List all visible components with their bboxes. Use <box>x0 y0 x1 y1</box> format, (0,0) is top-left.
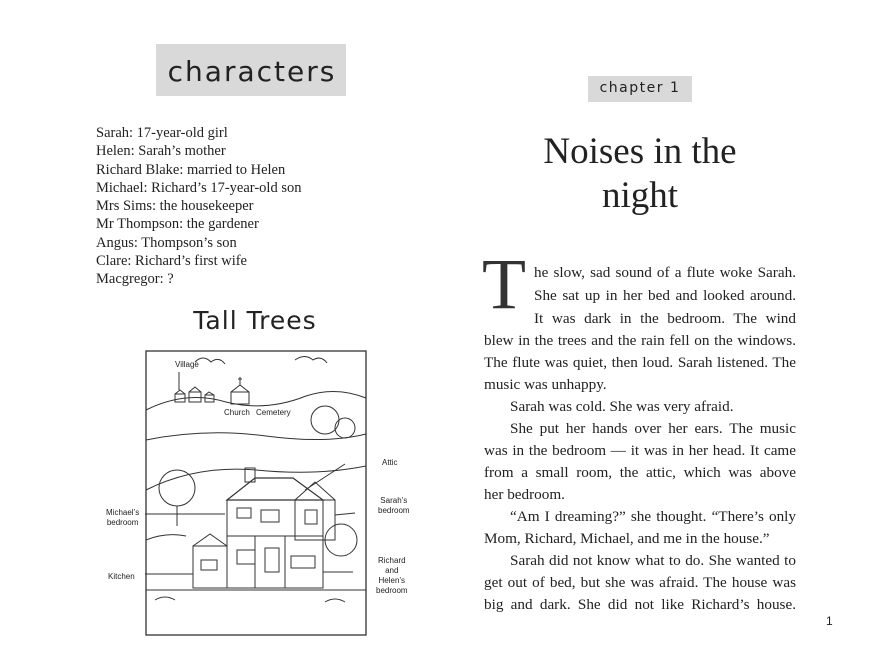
body-line: he slow, sad sound of a flute woke Sarah. <box>534 264 796 281</box>
character-item: Sarah: 17-year-old girl <box>96 125 228 141</box>
body-line: “Am I dreaming?” she thought. “There’s only <box>510 508 796 525</box>
label-kitchen: Kitchen <box>108 572 135 581</box>
body-line: get out of bed, but she was afraid. The house was <box>484 574 796 591</box>
chapter-title: Noises in the night <box>543 131 737 216</box>
label-sarahs-bedroom: Sarah’s bedroom <box>378 496 410 515</box>
body-line: Sarah was cold. She was very afraid. <box>510 398 734 415</box>
label-village: Village <box>175 360 199 369</box>
body-line: Mom, Richard, Michael, and me in the house.” <box>484 530 770 547</box>
character-item: Helen: Sarah’s mother <box>96 143 226 160</box>
character-item: Mr Thompson: the gardener <box>96 216 259 233</box>
body-line: from a small room, the attic, which was above <box>484 464 796 481</box>
body-line: was in the bedroom — it was in her head. It came <box>484 442 796 459</box>
body-line: She put her hands over her ears. The music <box>510 420 796 437</box>
drop-cap: T <box>482 244 526 324</box>
characters-heading: characters <box>167 55 337 88</box>
character-item: Mrs Sims: the housekeeper <box>96 198 254 215</box>
map-title: Tall Trees <box>193 306 317 335</box>
label-church: Church <box>224 408 250 417</box>
character-list <box>96 124 301 289</box>
body-line: It was dark in the bedroom. The wind <box>534 310 796 327</box>
character-item: Richard Blake: married to Helen <box>96 161 286 178</box>
body-line: blew in the trees and the rain fell on the windows. <box>484 332 796 349</box>
label-michaels-bedroom: Michael’s bedroom <box>106 508 140 527</box>
label-attic: Attic <box>382 458 398 467</box>
body-line: big and dark. She did not like Richard’s house. <box>484 596 796 613</box>
body-line: music was unhappy. <box>484 376 607 393</box>
character-item: Michael: Richard’s 17-year-old son <box>96 179 302 196</box>
label-cemetery: Cemetery <box>256 408 291 417</box>
chapter-label: chapter 1 <box>599 80 681 96</box>
body-line: Sarah did not know what to do. She wanted to <box>510 552 796 569</box>
body-line: She sat up in her bed and looked around. <box>534 287 796 304</box>
body-line: The flute was quiet, then loud. Sarah listened. The <box>484 354 796 371</box>
label-richard-helen-bedroom: Richard and Helen’s bedroom <box>376 556 408 595</box>
page-number: 1 <box>826 614 833 628</box>
body-line: her bedroom. <box>484 486 565 503</box>
character-item: Angus: Thompson’s son <box>96 234 237 251</box>
character-item: Macgregor: ? <box>96 271 174 288</box>
house-illustration <box>145 350 367 636</box>
character-item: Clare: Richard’s first wife <box>96 253 247 270</box>
